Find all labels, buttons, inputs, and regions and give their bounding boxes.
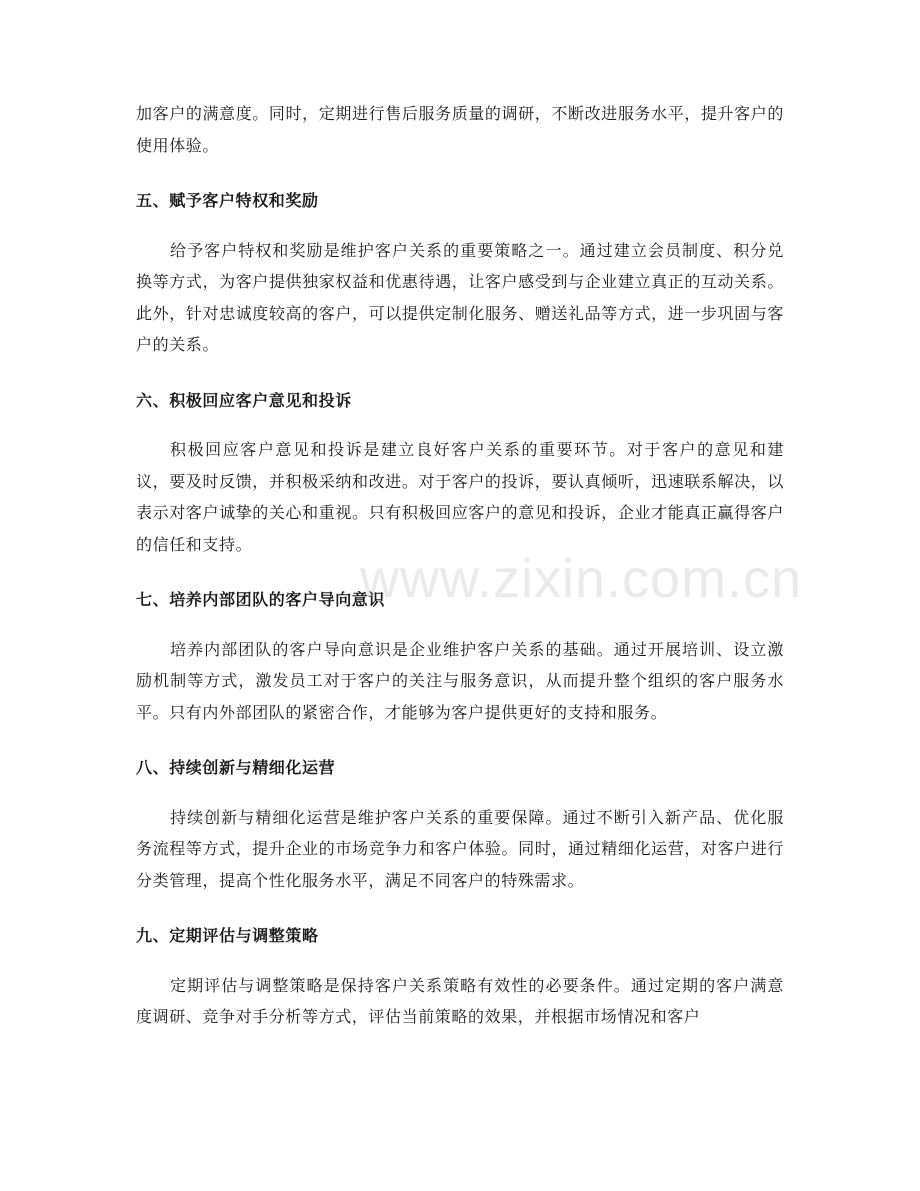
section-heading-6: 六、积极回应客户意见和投诉 [136,390,352,410]
section-heading-7: 七、培养内部团队的客户导向意识 [136,590,386,609]
section-heading-5: 五、赋予客户特权和奖励 [136,191,319,210]
spacer [136,896,784,920]
section-heading-9: 九、定期评估与调整策略 [136,926,319,945]
spacer [136,952,784,970]
section-heading-8: 八、持续创新与精细化运营 [136,758,336,777]
spacer [136,728,784,752]
spacer [136,784,784,802]
spacer [136,161,784,185]
spacer [136,560,784,584]
section-body-8: 持续创新与精细化运营是维护客户关系的重要保障。通过不断引入新产品、优化服务流程等方式，提升企业的市场竞争力和客户体验。同时，通过精细化运营，对客户进行分类管理，提高个性化服务水平，满足不同客户的特殊需求。 [136,807,784,890]
spacer [136,361,784,385]
section-body-6: 积极回应客户意见和投诉是建立良好客户关系的重要环节。对于客户的意见和建议，要及时反馈，并积极采纳和改进。对于客户的投诉，要认真倾听，迅速联系解决，以表示对客户诚挚的关心和重视。只有积极回应客户的意见和投诉，企业才能真正赢得客户的信任和支持。 [136,440,784,554]
section-body-5: 给予客户特权和奖励是维护客户关系的重要策略之一。通过建立会员制度、积分兑换等方式，为客户提供独家权益和优惠待遇，让客户感受到与企业建立真正的互动关系。此外，针对忠诚度较高的客户，可以提供定制化服务、赠送礼品等方式，进一步巩固与客户的关系。 [136,240,784,354]
spacer [136,416,784,434]
watermark-text: www.zixin.com.cn [360,549,803,609]
spacer [136,616,784,634]
section-body-7: 培养内部团队的客户导向意识是企业维护客户关系的基础。通过开展培训、设立激励机制等方式，激发员工对于客户的关注与服务意识，从而提升整个组织的客户服务水平。只有内外部团队的紧密合作，才能够为客户提供更好的支持和服务。 [136,639,784,722]
section-body-9: 定期评估与调整策略是保持客户关系策略有效性的必要条件。通过定期的客户满意度调研、竞争对手分析等方式，评估当前策略的效果，并根据市场情况和客户 [136,975,784,1026]
spacer [136,217,784,235]
intro-paragraph: 加客户的满意度。同时，定期进行售后服务质量的调研，不断改进服务水平，提升客户的使用体验。 [136,104,784,155]
